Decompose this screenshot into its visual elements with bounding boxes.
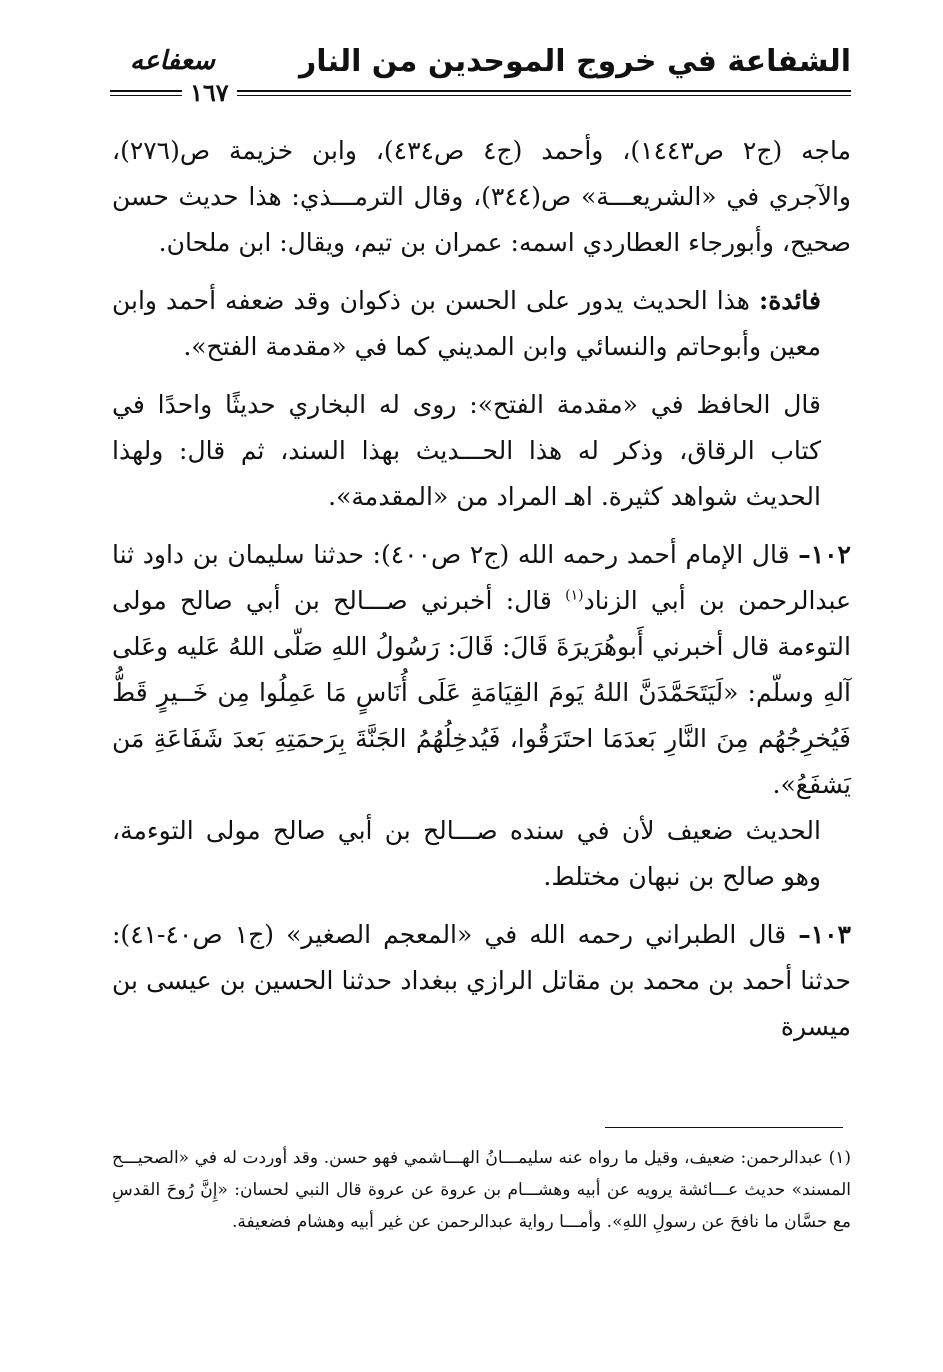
paragraph-hafiz-quote: قال الحافظ في «مقدمة الفتح»: روى له البخاري حديثًا واحدًا في كتاب الرقاق، وذكر له هذا الحـــديث بهذا السند، ثم قال: ولهذا الحديث شواهد كثيرة. اهـ المراد من «المقدمة».: [112, 390, 821, 511]
hadith-102-text: قال: أخبرني صـــالح بن أبي صالح مولى التوءمة قال أخبرني أَبوهُرَيرَةَ قَالَ: قَالَ: رَسُولُ اللهِ صَلّى اللهُ عَليه وعَلى آلهِ وسلّم: «لَيَتَحَمَّدَنَّ اللهُ يَومَ القِيَامَةِ عَلَى أُنَاسٍ مَا عَمِلُوا مِن خَــيرٍ قَطُّ فَيُخرِجُهُم مِنَ النَّارِ بَعدَمَا احتَرَقُوا، فَيُدخِلُهُمُ الجَنَّةَ بِرَحمَتِهِ بَعدَ شَفَاعَةِ مَن يَشفَعُ».: [112, 586, 851, 799]
footnote-text: (١) عبدالرحمن: ضعيف، وقيل ما رواه عنه سليمـــانُ الهـــاشمي فهو حسن. وقد أوردت له في «الصحيـــح المسند» حديث عـــائشة يرويه عن أبيه وهشـــام بن عروة عن عروة قال النبي لحسان: «إِنَّ رُوحَ القدسِ مع حسَّان ما نافحَ عن رسولِ اللهِ». وأمـــا رواية عبدالرحمن عن غير أبيه وهشام فضعيفة.: [112, 1148, 851, 1232]
paragraph-references: ماجه (ج٢ ص١٤٤٣)، وأحمد (ج٤ ص٤٣٤)، وابن خزيمة ص(٢٧٦)، والآجري في «الشريعـــة» ص(٣٤٤)، وقال الترمـــذي: هذا حديث حسن صحيح، وأبورجاء العطاردي اسمه: عمران بن تيم، ويقال: ابن ملحان.: [112, 136, 852, 257]
running-header: [110, 38, 851, 107]
benefit-label: فائدة:: [759, 286, 821, 315]
header-logo: سعفاعه: [130, 46, 215, 76]
header-title: الشفاعة في خروج الموحدين من النار: [299, 44, 851, 79]
main-text: [112, 128, 851, 1050]
hadith-102-chain: قال الإمام أحمد رحمه الله (ج٢ ص٤٠٠): حدثنا سليمان بن داود ثنا عبدالرحمن بن أبي الزناد: [112, 540, 852, 615]
paragraph-benefit: [112, 278, 851, 370]
paragraph-grading: الحديث ضعيف لأن في سنده صـــالح بن أبي صالح مولى التوءمة، وهو صالح بن نبهان مختلط.: [112, 816, 821, 891]
footnote-separator: [605, 1127, 843, 1128]
page-number: ١٦٧: [182, 78, 237, 108]
hadith-102: [112, 532, 851, 808]
footnote-marker: (١): [565, 587, 584, 604]
hadith-103-text: قال الطبراني رحمه الله في «المعجم الصغير» (ج١ ص٤٠-٤١): حدثنا أحمد بن محمد بن مقاتل الرازي ببغداد حدثنا الحسين بن عيسى بن ميسرة: [112, 920, 851, 1041]
hadith-103: [112, 912, 851, 1050]
footnote: [112, 1142, 851, 1238]
hadith-number-103: ١٠٣–: [798, 920, 851, 949]
hadith-number-102: ١٠٢–: [798, 540, 851, 569]
benefit-text: هذا الحديث يدور على الحسن بن ذكوان وقد ضعفه أحمد وابن معين وأبوحاتم والنسائي وابن المديني كما في «مقدمة الفتح».: [112, 286, 821, 361]
